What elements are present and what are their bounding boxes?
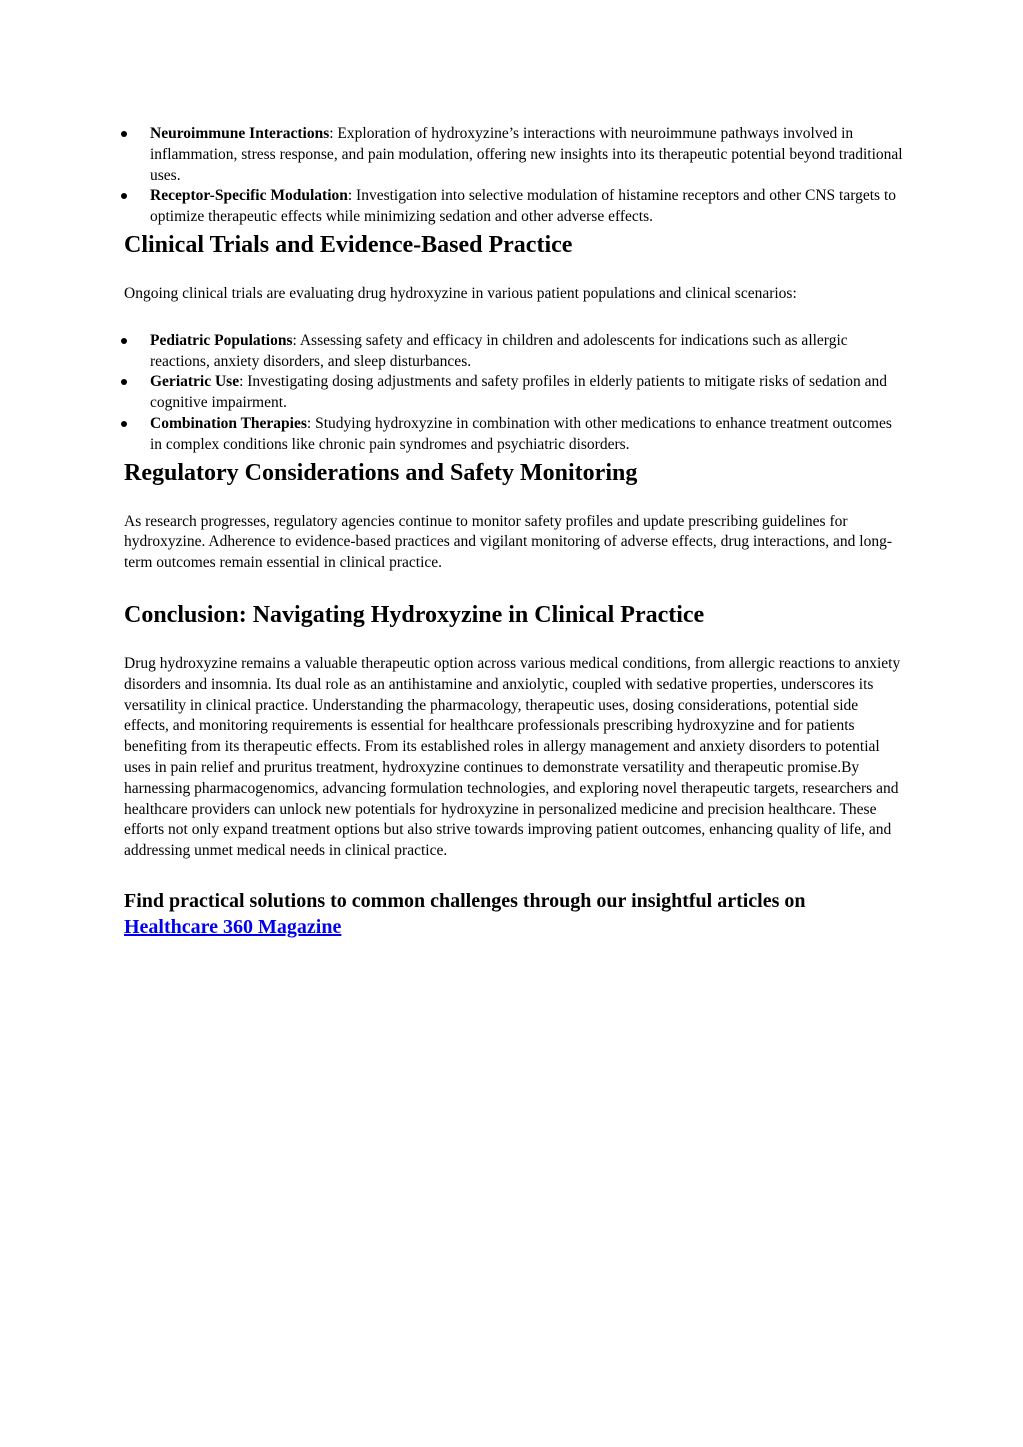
list-item-term: Geriatric Use xyxy=(150,373,240,391)
conclusion-body: Drug hydroxyzine remains a valuable therapeutic option across various medical conditions, from allergic reactions to anxiety disorders and insomnia. Its dual role as an antihistamine and anxiolytic, coupled with sedative properties, underscores its versatility in clinical practice. Understanding the pharmacology, therapeutic uses, dosing considerations, potential side effects, and monitoring requirements is essential for healthcare professionals prescribing hydroxyzine and for patients benefiting from its therapeutic effects. From its established roles in allergy management and anxiety disorders to potential uses in pain relief and pruritus treatment, hydroxyzine continues to demonstrate versatility and therapeutic promise.By harnessing pharmacogenomics, advancing formulation technologies, and exploring novel therapeutic targets, researchers and healthcare providers can unlock new potentials for hydroxyzine in personalized medicine and precision healthcare. These efforts not only expand treatment options but also strive towards improving patient outcomes, enhancing quality of life, and addressing unmet medical needs in clinical practice. xyxy=(124,654,901,860)
bullet-icon xyxy=(121,379,127,385)
heading-clinical-trials: Clinical Trials and Evidence-Based Practice xyxy=(124,231,573,258)
list-item-text: : Exploration of hydroxyzine’s interactions with neuroimmune pathways involved in inflammation, stress response, and pain modulation, offering new insights into its therapeutic potential beyond traditional uses. xyxy=(150,125,903,184)
list-item-term: Combination Therapies xyxy=(150,414,307,432)
clinical-trials-list xyxy=(124,331,904,456)
bullet-icon xyxy=(121,421,127,427)
list-item xyxy=(124,331,904,373)
clinical-trials-intro: Ongoing clinical trials are evaluating drug hydroxyzine in various patient populations and clinical scenarios: xyxy=(124,284,797,302)
list-item xyxy=(124,124,904,186)
research-list xyxy=(124,124,904,228)
list-item-term: Neuroimmune Interactions xyxy=(150,125,330,142)
heading-regulatory: Regulatory Considerations and Safety Monitoring xyxy=(124,459,638,486)
list-item-text: : Assessing safety and efficacy in children and adolescents for indications such as allergic reactions, anxiety disorders, and sleep disturbances. xyxy=(150,331,848,370)
document-page xyxy=(124,124,904,940)
list-item xyxy=(124,372,904,414)
list-item-text: : Investigation into selective modulation of histamine receptors and other CNS targets to optimize therapeutic effects while minimizing sedation and other adverse effects. xyxy=(150,187,896,226)
bullet-icon xyxy=(121,193,127,199)
list-item xyxy=(124,186,904,228)
regulatory-body: As research progresses, regulatory agencies continue to monitor safety profiles and update prescribing guidelines for hydroxyzine. Adherence to evidence-based practices and vigilant monitoring of adverse effects, drug interactions, and long-term outcomes remain essential in clinical practice. xyxy=(124,512,892,572)
list-item-term: Receptor-Specific Modulation xyxy=(150,187,348,205)
cta-text: Find practical solutions to common challenges through our insightful articles on xyxy=(124,889,806,912)
bullet-icon xyxy=(121,131,127,137)
list-item-term: Pediatric Populations xyxy=(150,331,293,349)
list-item-text: : Studying hydroxyzine in combination with other medications to enhance treatment outcomes in complex conditions like chronic pain syndromes and psychiatric disorders. xyxy=(150,414,892,453)
healthcare-360-magazine-link[interactable]: Healthcare 360 Magazine xyxy=(124,915,342,938)
list-item-text: : Investigating dosing adjustments and safety profiles in elderly patients to mitigate risks of sedation and cognitive impairment. xyxy=(150,373,887,412)
bullet-icon xyxy=(121,338,127,344)
list-item xyxy=(124,414,904,456)
cta-heading xyxy=(124,888,904,940)
heading-conclusion: Conclusion: Navigating Hydroxyzine in Clinical Practice xyxy=(124,601,705,628)
